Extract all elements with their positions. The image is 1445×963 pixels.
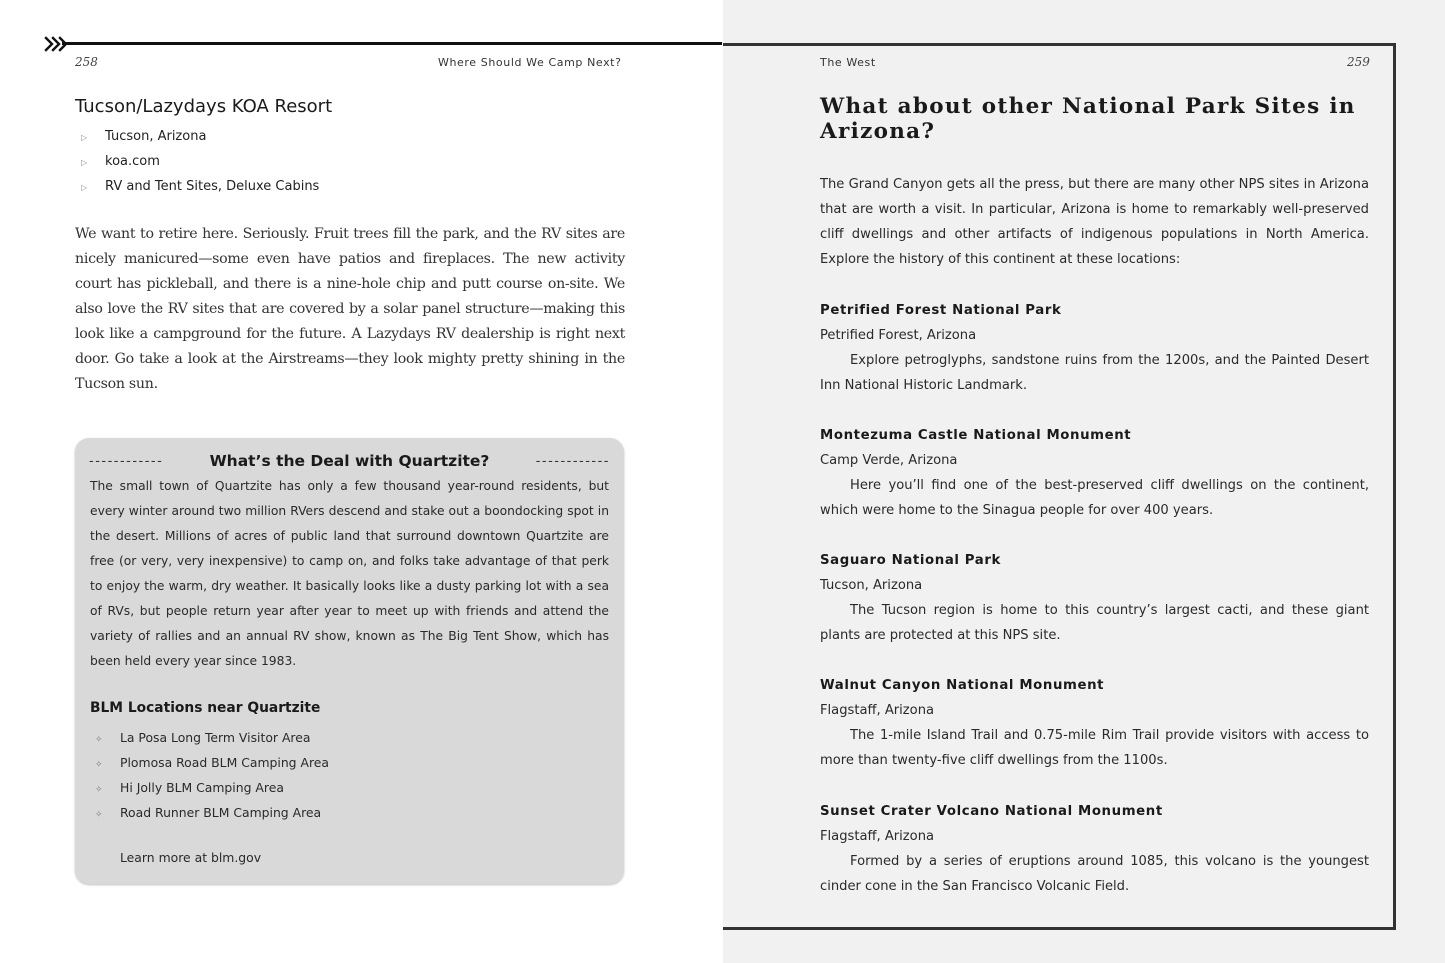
header-rule	[62, 42, 722, 45]
four-point-star-bullet-icon: ✧	[95, 810, 103, 820]
site-entry-sunset-crater	[820, 799, 1369, 899]
site-description: Formed by a series of eruptions around 1085, this volcano is the youngest cinder cone in the San Francisco Volcanic Field.	[820, 854, 1369, 894]
list-item: ✧ Road Runner BLM Camping Area	[95, 800, 329, 825]
site-description: Here you’ll find one of the best-preserved cliff dwellings on the continent, which were home to the Sinagua people for over 400 years.	[820, 478, 1369, 518]
learn-more-link[interactable]: Learn more at blm.gov	[120, 850, 262, 865]
site-location: Flagstaff, Arizona	[820, 829, 935, 844]
list-item: ✧ La Posa Long Term Visitor Area	[95, 725, 329, 750]
triangle-bullet-icon: ▷	[81, 158, 88, 167]
site-location: Flagstaff, Arizona	[820, 703, 935, 718]
sidebar-title: What’s the Deal with Quartzite?	[209, 452, 490, 470]
running-head-right: The West	[820, 56, 876, 69]
list-item: ✧ Hi Jolly BLM Camping Area	[95, 775, 329, 800]
campground-description: We want to retire here. Seriously. Fruit trees fill the park, and the RV sites are nicely manicured—some even have patios and fireplaces. The new activity court has pickleball, and there is a nine-hole chip and putt course on-site. We also love the RV sites that are covered by a solar panel structure—making this look like a campground for the future. A Lazydays RV dealership is right next door. Go take a look at the Airstreams—they look mighty pretty shining in the Tucson sun.	[75, 226, 625, 392]
site-entry-petrified-forest	[820, 298, 1369, 398]
page-number-left: 258	[75, 55, 98, 69]
triangle-bullet-icon: ▷	[81, 183, 88, 192]
site-name: Walnut Canyon National Monument	[820, 678, 1105, 693]
site-location: Tucson, Arizona	[820, 578, 923, 593]
site-location: Petrified Forest, Arizona	[820, 328, 977, 343]
four-point-star-bullet-icon: ✧	[95, 785, 103, 795]
page-number-right: 259	[1347, 55, 1370, 69]
section-intro: The Grand Canyon gets all the press, but there are many other NPS sites in Arizona that are worth a visit. In particular, Arizona is home to remarkably well-preserved cliff dwellings and other artifacts of indigenous populations in North America. Explore the history of this continent at these locations:	[820, 177, 1369, 267]
site-entry-montezuma-castle	[820, 423, 1369, 523]
site-description: The 1-mile Island Trail and 0.75-mile Rim Trail provide visitors with access to more than twenty-five cliff dwellings from the 1100s.	[820, 728, 1369, 768]
four-point-star-bullet-icon: ✧	[95, 735, 103, 745]
site-entry-walnut-canyon	[820, 673, 1369, 773]
site-description: The Tucson region is home to this country’s largest cacti, and these giant plants are protected at this NPS site.	[820, 603, 1369, 643]
site-name: Saguaro National Park	[820, 553, 1001, 568]
detail-sites: ▷ RV and Tent Sites, Deluxe Cabins	[75, 174, 319, 199]
sidebar-title-row	[89, 450, 610, 472]
site-name: Petrified Forest National Park	[820, 303, 1062, 318]
site-entry-saguaro	[820, 548, 1369, 648]
site-name: Sunset Crater Volcano National Monument	[820, 804, 1163, 819]
dashed-rule-right: ------------	[535, 453, 610, 469]
campground-title: Tucson/Lazydays KOA Resort	[75, 96, 333, 117]
detail-location: ▷ Tucson, Arizona	[75, 124, 319, 149]
dashed-rule-left: ------------	[89, 453, 164, 469]
sidebar-body: The small town of Quartzite has only a few thousand year-round residents, but every winter around two million RVers descend and stake out a boondocking spot in the desert. Millions of acres of public land that surround downtown Quartzite are free (or very, very inexpensive) to camp on, and folks take advantage of that perk to enjoy the warm, dry weather. It basically looks like a dusty parking lot with a sea of RVs, but people return year after year to meet up with friends and attend the variety of rallies and an annual RV show, known as The Big Tent Show, which has been held every year since 1983.	[90, 479, 609, 668]
four-point-star-bullet-icon: ✧	[95, 760, 103, 770]
blm-locations-heading: BLM Locations near Quartzite	[90, 700, 321, 716]
section-title: What about other National Park Sites in Arizona?	[820, 94, 1356, 144]
list-item: ✧ Plomosa Road BLM Camping Area	[95, 750, 329, 775]
site-description: Explore petroglyphs, sandstone ruins from the 1200s, and the Painted Desert Inn National Historic Landmark.	[820, 353, 1369, 393]
site-name: Montezuma Castle National Monument	[820, 428, 1132, 443]
detail-website: ▷ koa.com	[75, 149, 319, 174]
triangle-bullet-icon: ▷	[81, 133, 88, 142]
campground-details	[75, 124, 319, 199]
blm-locations-list	[95, 725, 329, 825]
running-head-left: Where Should We Camp Next?	[438, 56, 622, 69]
quartzite-sidebar	[75, 438, 624, 884]
site-location: Camp Verde, Arizona	[820, 453, 958, 468]
